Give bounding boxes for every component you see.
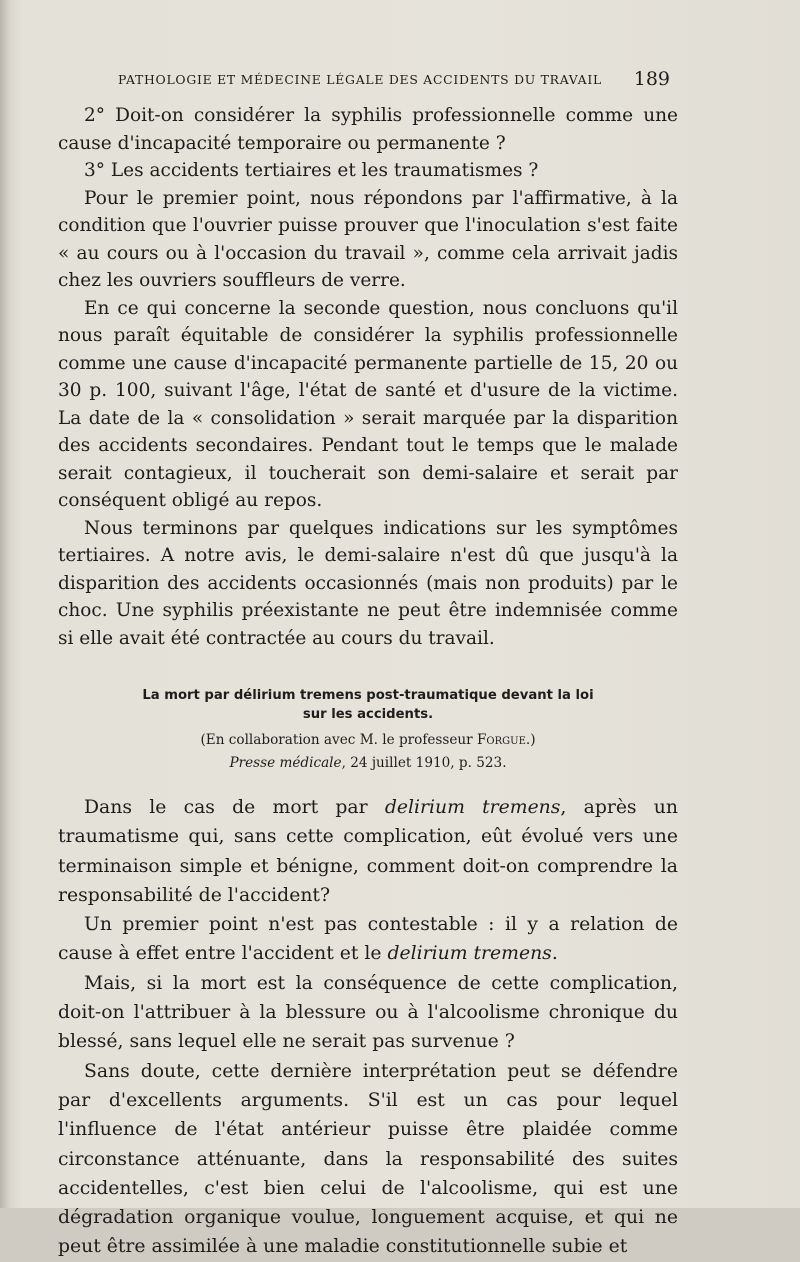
collaboration-suffix: .): [525, 732, 536, 748]
text-run: , après un traumatisme qui, sans cette complication, eût évolué vers une terminaison simple et bénigne, comment doit-on comprendre la responsabilité de l'accident?: [58, 797, 678, 906]
body-text-part2: [58, 793, 678, 1262]
page-number: 189: [633, 68, 670, 90]
paragraph-delirium-question: [58, 793, 678, 910]
text-run: .: [551, 943, 558, 965]
paragraph-first-point: Pour le premier point, nous répondons par l'affirmative, à la condition que l'ouvrier puisse prouver que l'inoculation s'est faite « au cours ou à l'occasion du travail », comme cela arrivait jadis chez les ouvriers souffleurs de verre.: [58, 187, 678, 291]
paragraph-first-point-cause: [58, 910, 678, 969]
collaborator-name: Forgue: [477, 732, 526, 748]
paragraph-question-3: 3° Les accidents tertiaires et les traumatismes ?: [84, 160, 539, 181]
paragraph-tertiary-symptoms: Nous terminons par quelques indications sur les symptômes tertiaires. A notre avis, le demi-salaire n'est dû que jusqu'à la disparition des accidents occasionnés (mais non produits) par le choc. Une syphilis préexistante ne peut être indemnisée comme si elle avait été contractée au cours du travail.: [58, 517, 678, 649]
italic-term: delirium tremens: [387, 943, 552, 965]
collaboration-note: [58, 732, 678, 748]
source-journal: Presse médicale: [229, 755, 342, 771]
book-page: [58, 60, 678, 1262]
section-title-line1: La mort par délirium tremens post-traumatique devant la loi: [142, 688, 594, 703]
paragraph-question-2: 2° Doit-on considérer la syphilis professionnelle comme une cause d'incapacité temporaire ou permanente ?: [58, 105, 678, 154]
source-date-page: , 24 juillet 1910, p. 523.: [341, 755, 507, 771]
collaboration-prefix: (En collaboration avec M. le professeur: [200, 732, 477, 748]
text-run: Un premier point n'est pas contestable : il y a relation de cause à effet entre l'accident et le: [58, 914, 678, 965]
section-title-line2: sur les accidents.: [302, 707, 434, 722]
section-heading: [58, 686, 678, 724]
paragraph-second-question: En ce qui concerne la seconde question, nous concluons qu'il nous paraît équitable de considérer la syphilis professionnelle comme une cause d'incapacité permanente partielle de 15, 20 ou 30 p. 100, suivant l'âge, l'état de santé et d'usure de la victime. La date de la « consolidation » serait marquée par la disparition des accidents secondaires. Pendant tout le temps que le malade serait contagieux, il toucherait son demi-salaire et serait par conséquent obligé au repos.: [58, 297, 678, 511]
running-head-title: PATHOLOGIE ET MÉDECINE LÉGALE DES ACCIDENTS DU TRAVAIL: [118, 72, 602, 87]
italic-term: delirium tremens: [384, 797, 561, 818]
paragraph-alcoholism-argument: Sans doute, cette dernière interprétation peut se défendre par d'excellents arguments. S'il est un cas pour lequel l'influence de l'état antérieur puisse être plaidée comme circonstance atténuante, dans la responsabilité des suites accidentelles, c'est bien celui de l'alcoolisme, qui est une dégradation organique voulue, longuement acquise, et qui ne peut être assimilée à une maladie constitutionnelle subie et: [58, 1060, 678, 1258]
running-head: [58, 60, 678, 96]
paragraph-attribution-question: Mais, si la mort est la conséquence de cette complication, doit-on l'attribuer à la blessure ou à l'alcoolisme chronique du blessé, sans lequel elle ne serait pas survenue ?: [58, 972, 678, 1053]
source-citation: [58, 755, 678, 771]
text-run: Dans le cas de mort par: [84, 797, 385, 818]
body-text-part1: [58, 102, 678, 652]
